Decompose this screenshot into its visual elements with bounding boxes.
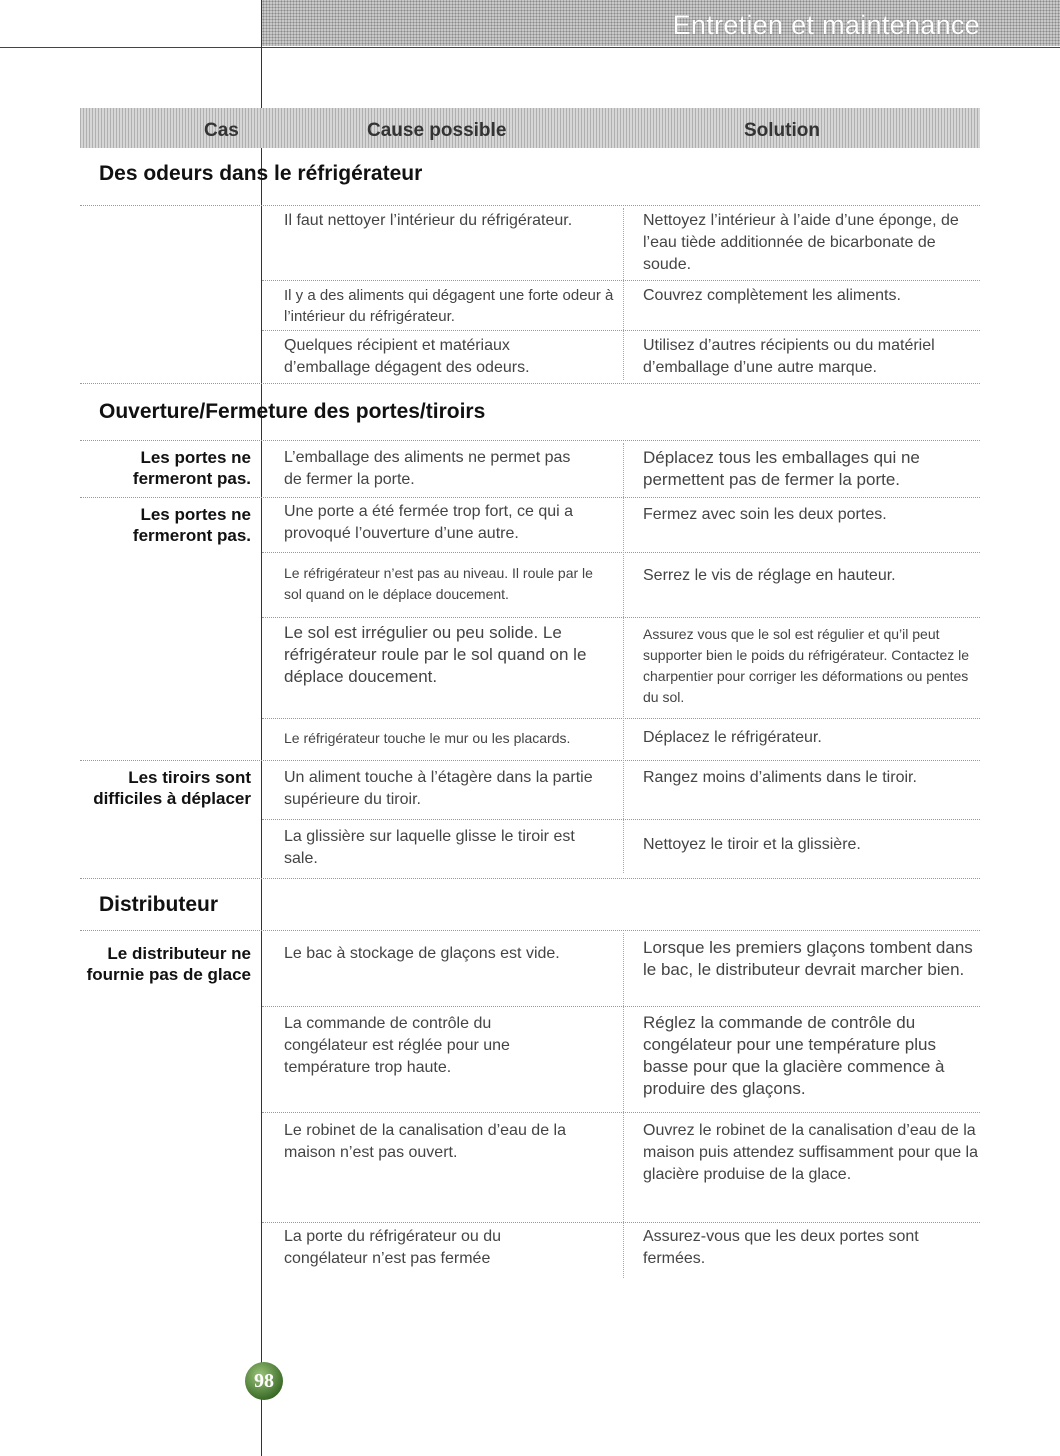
column-divider — [623, 208, 624, 380]
cause-cell: Le bac à stockage de glaçons est vide. — [284, 945, 560, 962]
row-divider — [80, 497, 980, 498]
row-divider — [262, 1222, 980, 1223]
solution-cell: Ouvrez le robinet de la canalisation d’eau de la maison puis attendez suffisamment pour que la glacière produise de la glace. — [643, 1122, 979, 1183]
section-title-portes: Ouverture/Fermeture des portes/tiroirs — [99, 400, 486, 423]
solution-cell: Fermez avec soin les deux portes. — [643, 506, 887, 523]
column-cas: Cas — [204, 120, 239, 141]
cause-cell: Le réfrigérateur n’est pas au niveau. Il roule par le sol quand on le déplace doucement. — [284, 565, 593, 602]
section-title-odeurs: Des odeurs dans le réfrigérateur — [99, 162, 423, 185]
column-divider — [623, 933, 624, 1278]
solution-cell: Nettoyez le tiroir et la glissière. — [643, 836, 861, 853]
cause-cell: Un aliment touche à l’étagère dans la partie supérieure du tiroir. — [284, 769, 593, 808]
solution-cell: Déplacez tous les emballages qui ne permettent pas de fermer la porte. — [643, 448, 920, 489]
column-cause: Cause possible — [367, 120, 507, 141]
cause-cell: Le réfrigérateur touche le mur ou les placards. — [284, 730, 571, 746]
solution-cell: Assurez vous que le sol est régulier et qu’il peut supporter bien le poids du réfrigérateur. Contactez le charpentier pour corriger les déformations ou pentes du sol. — [643, 626, 970, 705]
cause-cell: Une porte a été fermée trop fort, ce qui a provoqué l’ouverture d’une autre. — [284, 503, 574, 542]
solution-cell: Déplacez le réfrigérateur. — [643, 729, 822, 746]
solution-cell: Utilisez d’autres récipients ou du matériel d’emballage d’une autre marque. — [643, 337, 935, 376]
header-rule — [0, 47, 1060, 48]
solution-cell: Serrez le vis de réglage en hauteur. — [643, 567, 896, 584]
row-divider — [262, 819, 980, 820]
row-divider — [262, 330, 980, 331]
row-divider — [262, 280, 980, 281]
section-title-distributeur: Distributeur — [99, 893, 219, 916]
divider — [80, 440, 980, 441]
solution-cell: Lorsque les premiers glaçons tombent dans le bac, le distributeur devrait marcher bien. — [643, 938, 973, 979]
cause-cell: La glissière sur laquelle glisse le tiroir est sale. — [284, 828, 575, 867]
divider — [80, 930, 980, 931]
case-label: Les portes ne fermeront pas. — [132, 448, 251, 488]
solution-cell: Réglez la commande de contrôle du congélateur pour une température plus basse pour que la glacière commence à produire des glaçons. — [643, 1013, 945, 1098]
solution-cell: Assurez-vous que les deux portes sont fermées. — [643, 1228, 919, 1267]
column-header-bar — [80, 108, 980, 148]
solution-cell: Couvrez complètement les aliments. — [643, 287, 901, 304]
column-divider — [623, 443, 624, 873]
cause-cell: La commande de contrôle du congélateur est réglée pour une température trop haute. — [284, 1015, 510, 1076]
page-title: Entretien et maintenance — [672, 10, 980, 40]
cause-cell: Il y a des aliments qui dégagent une forte odeur à l’intérieur du réfrigérateur. — [284, 287, 614, 325]
row-divider — [262, 552, 980, 553]
margin-rule — [261, 0, 262, 1456]
cause-cell: Le sol est irrégulier ou peu solide. Le réfrigérateur roule par le sol quand on le déplace doucement. — [284, 623, 587, 686]
cause-cell: Quelques récipient et matériaux d’emballage dégagent des odeurs. — [284, 337, 530, 376]
cause-cell: L’emballage des aliments ne permet pas de fermer la porte. — [284, 449, 571, 488]
column-solution: Solution — [744, 120, 820, 141]
divider — [80, 205, 980, 206]
row-divider — [262, 617, 980, 618]
row-divider — [80, 760, 980, 761]
divider — [80, 383, 980, 384]
divider — [80, 878, 980, 879]
cause-cell: Le robinet de la canalisation d’eau de la maison n’est pas ouvert. — [284, 1122, 566, 1161]
case-label: Les tiroirs sont difficiles à déplacer — [93, 768, 251, 808]
case-label: Les portes ne fermeront pas. — [132, 505, 251, 545]
cause-cell: La porte du réfrigérateur ou du congélateur n’est pas fermée — [284, 1228, 502, 1267]
solution-cell: Nettoyez l’intérieur à l’aide d’une éponge, de l’eau tiède additionnée de bicarbonate de soude. — [643, 212, 959, 273]
case-label: Le distributeur ne fournie pas de glace — [86, 944, 251, 984]
row-divider — [262, 1112, 980, 1113]
cause-cell: Il faut nettoyer l’intérieur du réfrigérateur. — [284, 212, 573, 229]
row-divider — [262, 718, 980, 719]
page-number-badge: 98 — [245, 1362, 283, 1400]
row-divider — [262, 1006, 980, 1007]
solution-cell: Rangez moins d’aliments dans le tiroir. — [643, 769, 917, 786]
